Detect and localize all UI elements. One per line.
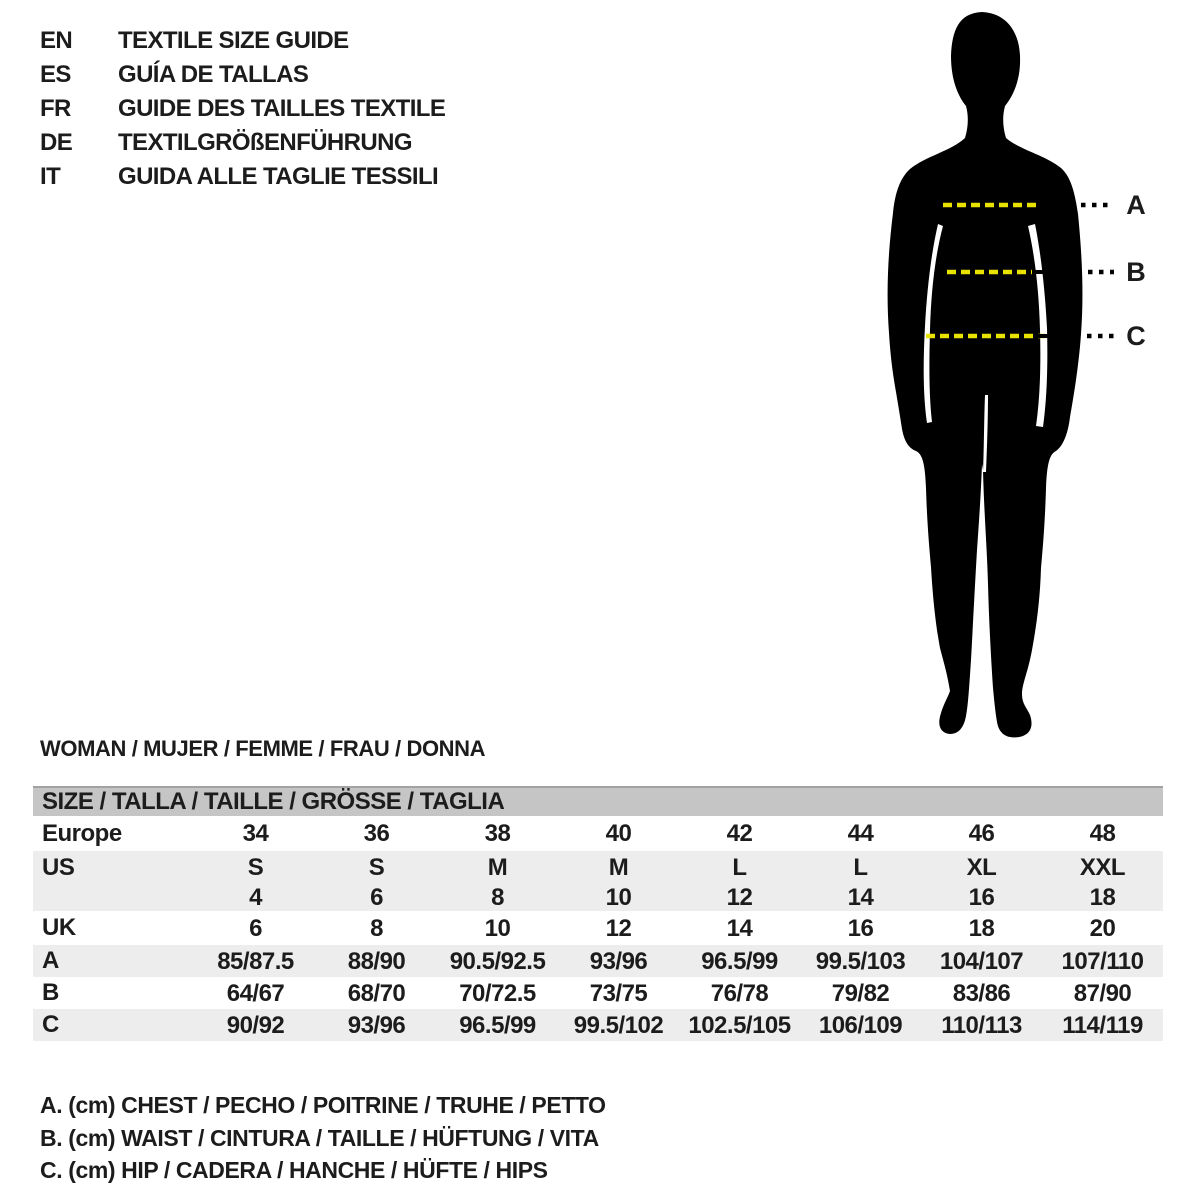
- row-label: C: [42, 1011, 59, 1038]
- table-row-a: [33, 945, 1163, 977]
- table-cell: XXL 18: [1079, 854, 1126, 911]
- table-cell: 76/78: [710, 979, 769, 1007]
- legend-chest: A. (cm) CHEST / PECHO / POITRINE / TRUHE / PETTO: [40, 1092, 606, 1118]
- section-title-woman: WOMAN / MUJER / FEMME / FRAU / DONNA: [40, 736, 486, 761]
- table-cell: 38: [484, 820, 511, 847]
- table-cell: 42: [726, 820, 753, 847]
- table-cell: S 6: [368, 854, 385, 911]
- table-cell: 46: [968, 820, 995, 847]
- table-cell: 87/90: [1073, 979, 1132, 1007]
- table-cell: 44: [847, 820, 874, 847]
- lang-code: ES: [40, 61, 71, 88]
- table-cell: 114/119: [1062, 1011, 1143, 1039]
- guide-title-fr: GUIDE DES TAILLES TEXTILE: [118, 95, 446, 122]
- table-row-c: [33, 1009, 1163, 1041]
- guide-title-it: GUIDA ALLE TAGLIE TESSILI: [118, 163, 439, 190]
- table-cell: 99.5/102: [573, 1011, 664, 1039]
- table-cell: L 12: [726, 854, 753, 911]
- table-cell: 96.5/99: [459, 1011, 536, 1039]
- marker-label-chest: A: [1126, 190, 1146, 220]
- table-row-us: [33, 851, 1163, 911]
- lang-code: DE: [40, 129, 73, 156]
- table-cell: 90.5/92.5: [449, 947, 546, 975]
- lang-code: FR: [40, 95, 71, 122]
- table-cell: 14: [726, 914, 753, 942]
- lang-row-en: [40, 24, 445, 58]
- measurement-legend: [40, 1089, 606, 1187]
- row-label: A: [42, 947, 59, 974]
- legend-hip: C. (cm) HIP / CADERA / HANCHE / HÜFTE / HIPS: [40, 1157, 548, 1183]
- marker-label-waist: B: [1126, 257, 1146, 287]
- table-cell: 85/87.5: [217, 947, 294, 975]
- row-label: UK: [42, 914, 76, 941]
- table-cell: 64/67: [226, 979, 285, 1007]
- legend-waist: B. (cm) WAIST / CINTURA / TAILLE / HÜFTUNG / VITA: [40, 1124, 599, 1151]
- table-cell: 90/92: [226, 1011, 285, 1039]
- table-cell: 40: [605, 820, 632, 847]
- table-cell: M 10: [605, 854, 632, 911]
- lang-row-fr: [40, 92, 445, 126]
- size-table-header: SIZE / TALLA / TAILLE / GRÖSSE / TAGLIA: [33, 786, 1163, 816]
- table-cell: 83/86: [952, 979, 1011, 1007]
- table-cell: 70/72.5: [459, 979, 536, 1007]
- table-cell: 68/70: [347, 979, 406, 1007]
- woman-silhouette-figure: [880, 0, 1200, 760]
- table-cell: 102.5/105: [688, 1011, 791, 1039]
- lang-code: IT: [40, 163, 61, 190]
- guide-title-en: TEXTILE SIZE GUIDE: [118, 27, 349, 54]
- row-label: Europe: [42, 819, 122, 847]
- table-cell: 6: [249, 914, 262, 942]
- lang-code: EN: [40, 27, 73, 54]
- table-cell: 106/109: [818, 1011, 903, 1039]
- table-cell: 36: [363, 820, 390, 847]
- guide-title-de: TEXTILGRÖßENFÜHRUNG: [118, 129, 412, 156]
- table-cell: 48: [1089, 820, 1116, 847]
- table-cell: 18: [968, 914, 995, 942]
- table-cell: S 4: [247, 854, 264, 911]
- row-label: US: [42, 854, 75, 881]
- table-cell: 10: [484, 914, 511, 942]
- table-cell: 8: [370, 914, 383, 942]
- language-title-list: [40, 24, 445, 194]
- table-cell: 93/96: [347, 1011, 406, 1039]
- table-row-b: [33, 977, 1163, 1009]
- table-row-europe: [33, 816, 1163, 851]
- feet-gap: [981, 704, 993, 736]
- size-table: [33, 786, 1163, 1041]
- table-cell: 93/96: [589, 947, 648, 975]
- table-row-uk: [33, 911, 1163, 945]
- lang-row-es: [40, 58, 445, 92]
- lang-row-it: [40, 160, 445, 194]
- table-cell: 96.5/99: [701, 947, 778, 975]
- table-cell: 12: [605, 914, 632, 942]
- size-table-rows: [33, 816, 1163, 1041]
- row-label: B: [42, 979, 59, 1006]
- table-cell: L 14: [847, 854, 874, 911]
- table-cell: 110/113: [941, 1011, 1022, 1039]
- lang-row-de: [40, 126, 445, 160]
- table-cell: 34: [242, 820, 269, 847]
- table-cell: 73/75: [589, 979, 648, 1007]
- table-cell: 104/107: [939, 947, 1024, 975]
- table-cell: M 8: [487, 854, 508, 911]
- guide-title-es: GUÍA DE TALLAS: [118, 61, 309, 88]
- table-cell: 88/90: [347, 947, 406, 975]
- table-cell: XL 16: [966, 854, 997, 911]
- table-cell: 99.5/103: [815, 947, 906, 975]
- table-cell: 79/82: [831, 979, 890, 1007]
- marker-label-hip: C: [1126, 321, 1146, 351]
- table-cell: 107/110: [1061, 947, 1144, 975]
- table-cell: 20: [1089, 914, 1116, 942]
- table-cell: 16: [847, 914, 874, 942]
